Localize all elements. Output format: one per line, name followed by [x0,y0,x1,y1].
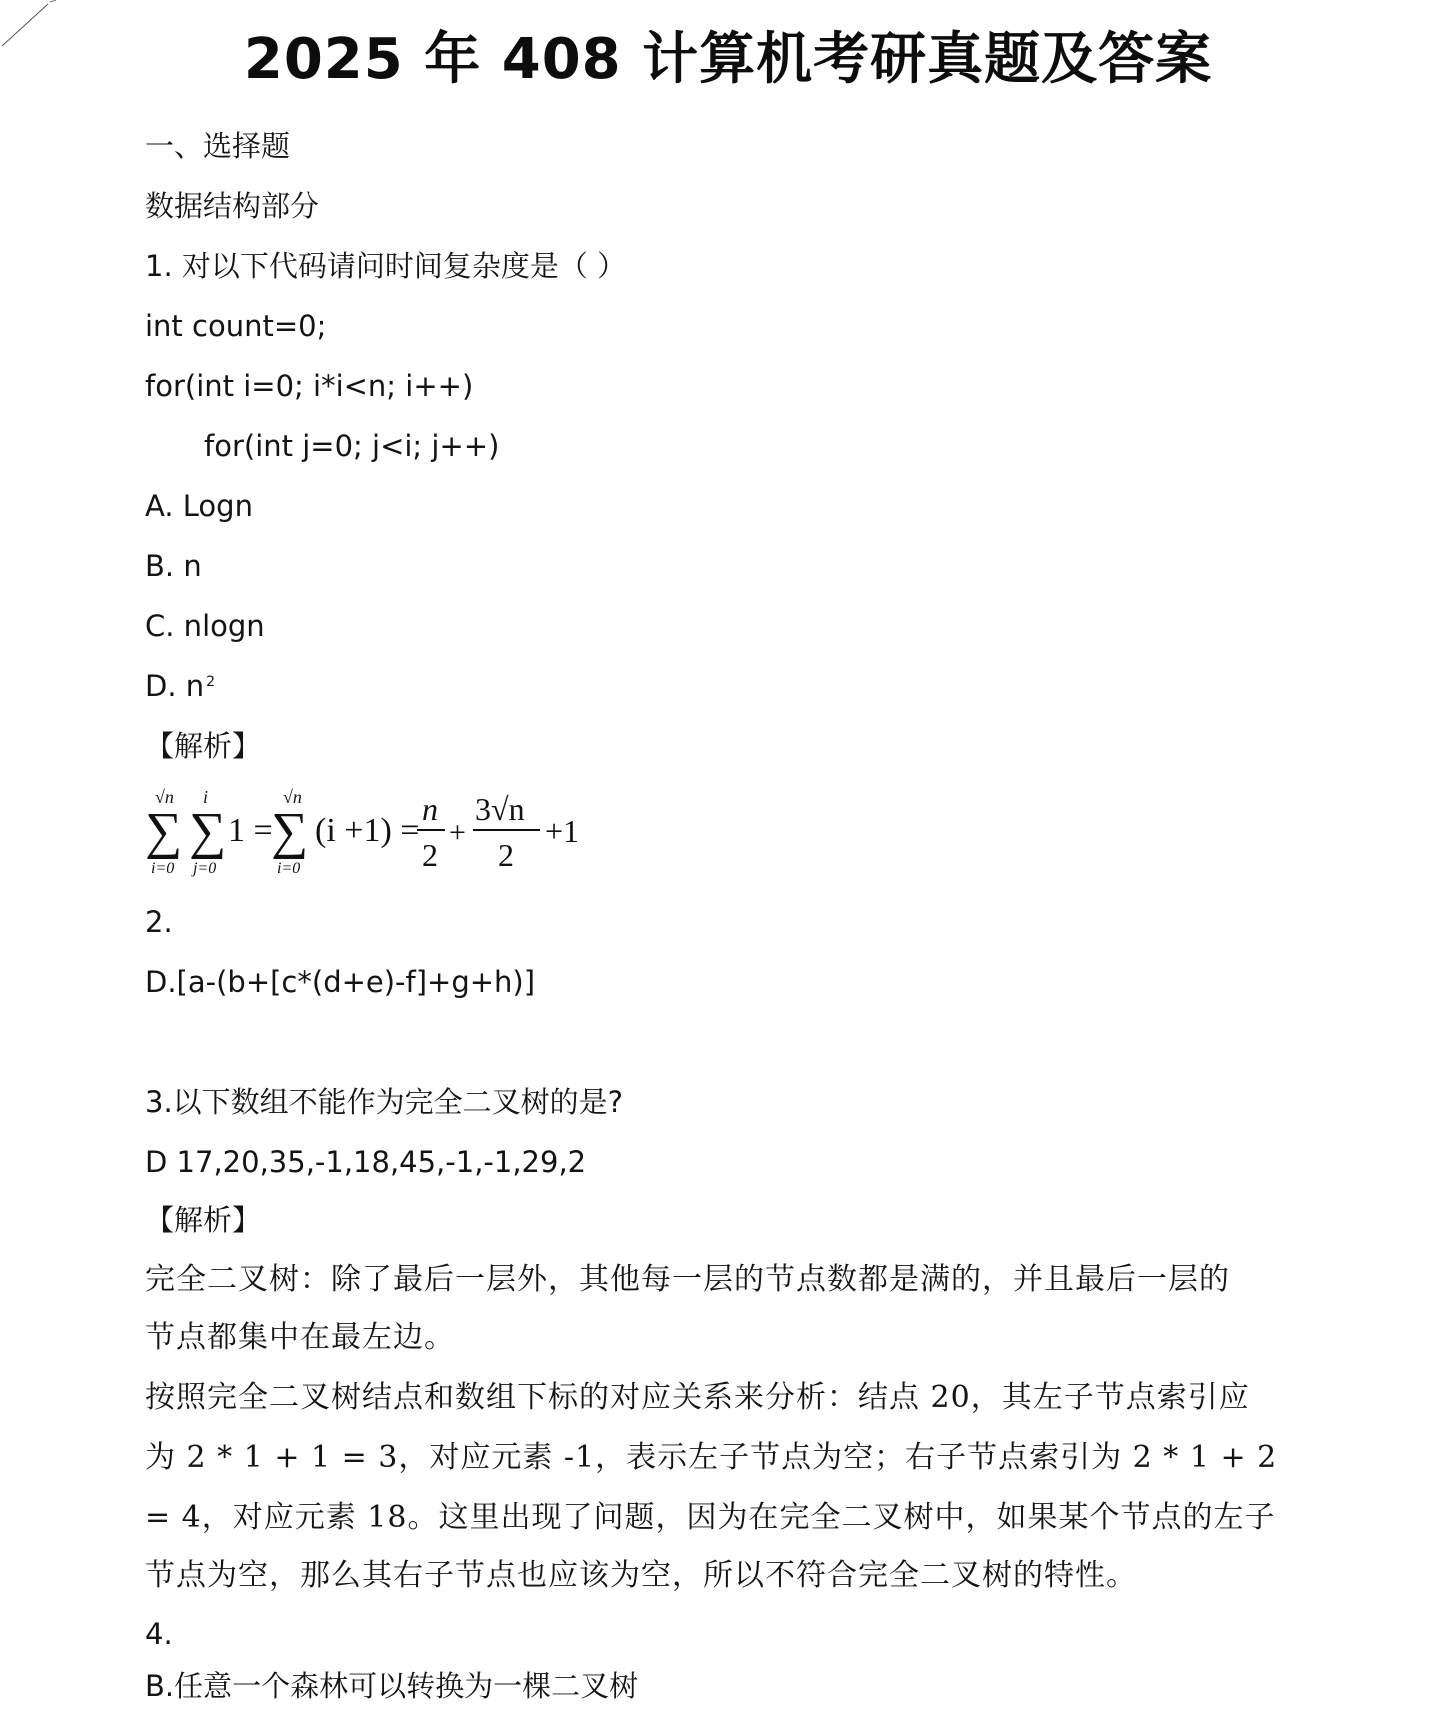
analysis-3-paragraph-2-line-3: = 4，对应元素 18。这里出现了问题，因为在完全二叉树中，如果某个节点的左子 [145,1500,1276,1535]
question-3-stem: 3.以下数组不能作为完全二叉树的是? [145,1085,624,1119]
option-b: B. n [145,549,202,583]
option-d [145,666,215,706]
option-c: C. nlogn [145,609,265,643]
sum2-lower: j=0 [193,860,217,877]
sum3-sigma: ∑ [271,803,309,860]
analysis-3-paragraph-2-line-4: 节点为空，那么其右子节点也应该为空，所以不符合完全二叉树的特性。 [145,1558,1137,1593]
code-line-1: int count=0; [145,309,327,343]
code-line-2: for(int i=0; i*i<n; i++) [145,369,474,403]
sum3-upper: √n [283,787,302,807]
section-heading: 一、选择题 [145,129,291,163]
complexity-formula [145,786,605,886]
question-3-answer: D 17,20,35,-1,18,45,-1,-1,29,2 [145,1145,587,1179]
sum1-sigma: ∑ [145,803,183,860]
sum1-lower: i=0 [151,860,175,877]
question-4-number: 4. [145,1617,173,1651]
analysis-label-1: 【解析】 [145,729,262,763]
analysis-3-paragraph-1-line-2: 节点都集中在最左边。 [145,1320,455,1355]
formula-tail: +1 [545,813,580,849]
option-d-text: D. n [145,669,205,703]
analysis-3-paragraph-2-line-2: 为 2 * 1 + 1 = 3，对应元素 -1，表示左子节点为空；右子节点索引为 2 * 1 + 2 [145,1440,1278,1475]
analysis-label-3: 【解析】 [145,1203,262,1237]
option-a: A. Logn [145,489,253,523]
question-4-answer: B.任意一个森林可以转换为一棵二叉树 [145,1669,639,1703]
fraction-2-numerator: 3√n [475,791,525,827]
question-2-answer: D.[a-(b+[c*(d+e)-f]+g+h)] [145,965,536,999]
sum2-sigma: ∑ [189,803,227,860]
fraction-2-denominator: 2 [498,837,514,873]
subsection-heading: 数据结构部分 [145,189,320,223]
question-1-stem: 1. 对以下代码请问时间复杂度是（ ） [145,249,627,283]
sum1-upper: √n [155,787,174,807]
formula-term-2: (i +1) = [315,812,420,849]
formula-term-1: 1 = [228,812,273,849]
page-title: 2025 年 408 计算机考研真题及答案 [243,27,1213,92]
fraction-1-denominator: 2 [422,837,438,873]
code-line-3: for(int j=0; j<i; j++) [204,429,500,463]
sum3-lower: i=0 [277,860,301,877]
formula-plus: + [449,816,466,849]
option-d-exponent: 2 [206,674,216,690]
formula-svg [145,786,605,886]
analysis-3-paragraph-1-line-1: 完全二叉树：除了最后一层外，其他每一层的节点数都是满的，并且最后一层的 [145,1262,1230,1297]
analysis-3-paragraph-2-line-1: 按照完全二叉树结点和数组下标的对应关系来分析：结点 20，其左子节点索引应 [145,1380,1250,1415]
question-2-number: 2. [145,905,173,939]
sum2-upper: i [203,787,209,807]
fraction-1-numerator: n [422,791,438,827]
